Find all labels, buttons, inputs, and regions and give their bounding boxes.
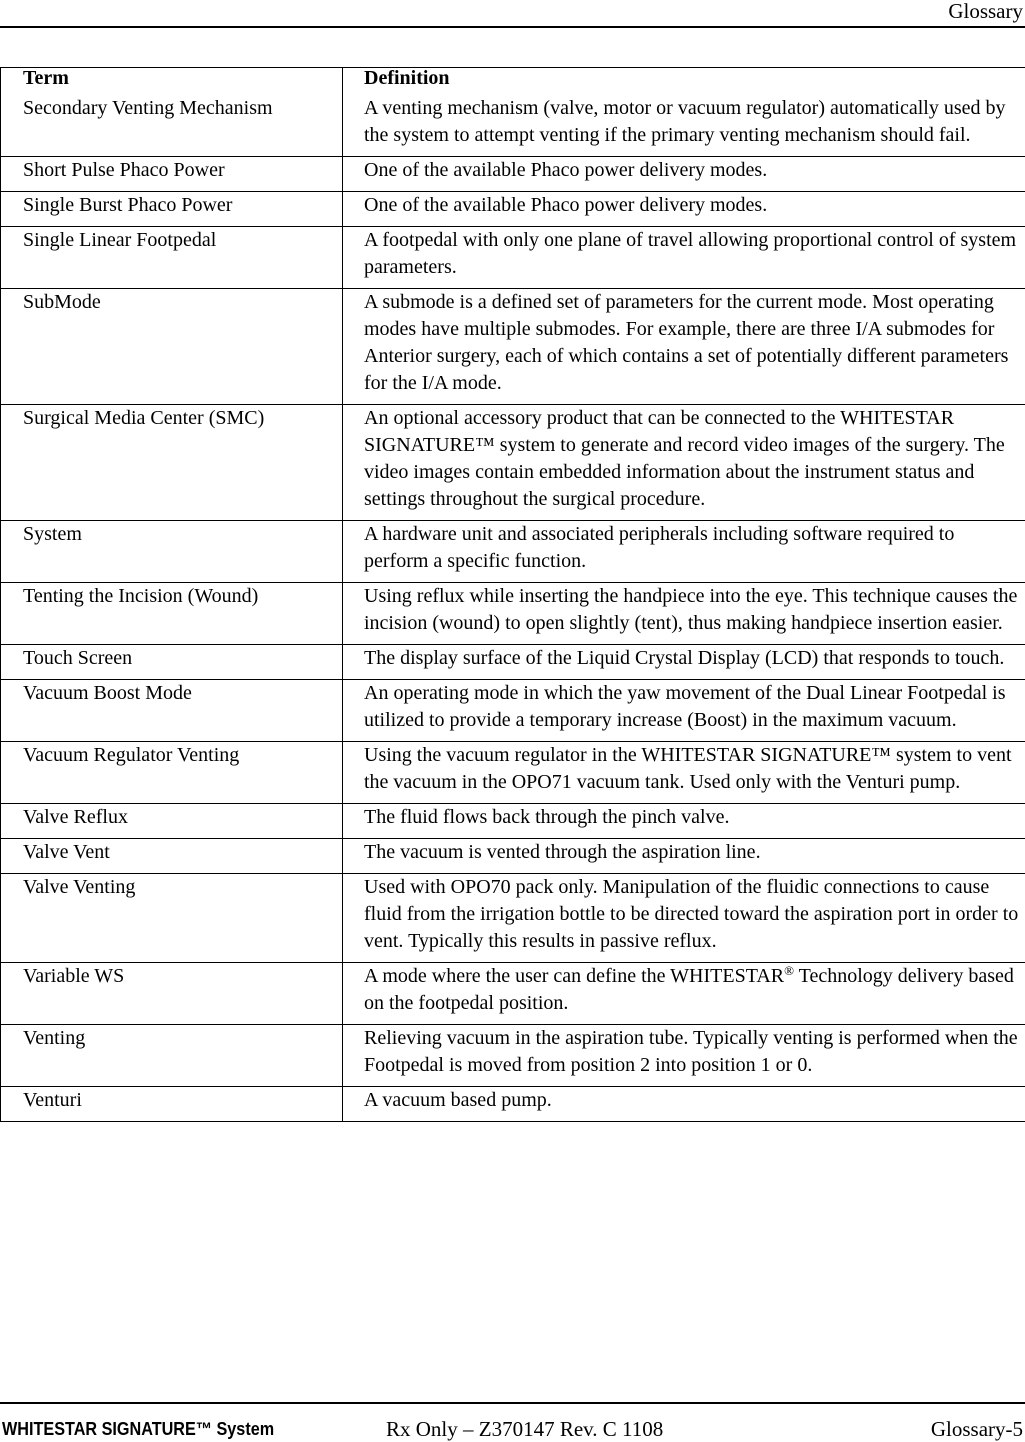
term-cell: SubMode: [1, 289, 343, 405]
footer-product-name: WHITESTAR SIGNATURE™ System: [2, 1419, 275, 1439]
registered-mark: ®: [784, 963, 795, 978]
table-row: [1, 645, 1025, 680]
footer-document-id: Rx Only – Z370147 Rev. C 1108: [386, 1417, 664, 1441]
term-cell: Variable WS: [1, 963, 343, 1025]
table-row: [1, 192, 1025, 227]
table-row: [1, 1087, 1025, 1122]
table-row: [1, 742, 1025, 804]
table-row: [1, 804, 1025, 839]
definition-cell: Relieving vacuum in the aspiration tube. Typically venting is performed when the Footpedal is moved from position 2 into position 1 or 0.: [343, 1025, 1025, 1087]
term-cell: Valve Venting: [1, 874, 343, 963]
table-row: [1, 963, 1025, 1025]
definition-cell: Using the vacuum regulator in the WHITESTAR SIGNATURE™ system to vent the vacuum in the OPO71 vacuum tank. Used only with the Venturi pump.: [343, 742, 1025, 804]
page-header-title: Glossary: [948, 0, 1023, 23]
table-row: [1, 227, 1025, 289]
footer-divider: [0, 1402, 1025, 1404]
term-cell: Tenting the Incision (Wound): [1, 583, 343, 645]
definition-cell: An optional accessory product that can be connected to the WHITESTAR SIGNATURE™ system to generate and record video images of the surgery. The video images contain embedded information about the instrument status and settings throughout the surgical procedure.: [343, 405, 1025, 521]
term-cell: Valve Vent: [1, 839, 343, 874]
definition-cell: A hardware unit and associated peripherals including software required to perform a specific function.: [343, 521, 1025, 583]
definition-cell: A submode is a defined set of parameters for the current mode. Most operating modes have multiple submodes. For example, there are three I/A submodes for Anterior surgery, each of which contains a set of potentially different parameters for the I/A mode.: [343, 289, 1025, 405]
term-cell: Vacuum Regulator Venting: [1, 742, 343, 804]
definition-cell: A footpedal with only one plane of travel allowing proportional control of system parameters.: [343, 227, 1025, 289]
term-cell: Surgical Media Center (SMC): [1, 405, 343, 521]
term-cell: Single Linear Footpedal: [1, 227, 343, 289]
definition-cell: A venting mechanism (valve, motor or vacuum regulator) automatically used by the system to attempt venting if the primary venting mechanism should fail.: [343, 95, 1025, 157]
table-row: [1, 1025, 1025, 1087]
table-row: [1, 680, 1025, 742]
term-cell: Short Pulse Phaco Power: [1, 157, 343, 192]
term-cell: Venting: [1, 1025, 343, 1087]
definition-cell: Used with OPO70 pack only. Manipulation of the fluidic connections to cause fluid from the irrigation bottle to be directed toward the aspiration port in order to vent. Typically this results in passive reflux.: [343, 874, 1025, 963]
term-cell: Touch Screen: [1, 645, 343, 680]
term-cell: Valve Reflux: [1, 804, 343, 839]
definition-cell: One of the available Phaco power delivery modes.: [343, 157, 1025, 192]
table-row: [1, 405, 1025, 521]
table-row: [1, 289, 1025, 405]
column-header-definition: Definition: [343, 68, 1025, 96]
table-row: [1, 874, 1025, 963]
definition-cell: The fluid flows back through the pinch valve.: [343, 804, 1025, 839]
term-cell: Single Burst Phaco Power: [1, 192, 343, 227]
glossary-table: [0, 67, 1025, 1122]
column-header-term: Term: [1, 68, 343, 96]
term-cell: Secondary Venting Mechanism: [1, 95, 343, 157]
table-row: [1, 839, 1025, 874]
definition-cell: An operating mode in which the yaw movement of the Dual Linear Footpedal is utilized to provide a temporary increase (Boost) in the maximum vacuum.: [343, 680, 1025, 742]
definition-text: A mode where the user can define the WHITESTAR: [364, 965, 785, 987]
definition-cell: [343, 963, 1025, 1025]
term-cell: Venturi: [1, 1087, 343, 1122]
definition-cell: Using reflux while inserting the handpiece into the eye. This technique causes the incision (wound) to open slightly (tent), thus making handpiece insertion easier.: [343, 583, 1025, 645]
table-header-row: [1, 68, 1025, 96]
table-row: [1, 157, 1025, 192]
definition-cell: The vacuum is vented through the aspiration line.: [343, 839, 1025, 874]
definition-text: Technology delivery based on the footpedal position.: [364, 965, 1014, 1014]
table-row: [1, 95, 1025, 157]
footer-page-number: Glossary-5: [930, 1417, 1023, 1441]
header-divider: [0, 26, 1025, 28]
table-row: [1, 521, 1025, 583]
definition-cell: The display surface of the Liquid Crystal Display (LCD) that responds to touch.: [343, 645, 1025, 680]
term-cell: Vacuum Boost Mode: [1, 680, 343, 742]
table-row: [1, 583, 1025, 645]
definition-cell: One of the available Phaco power delivery modes.: [343, 192, 1025, 227]
term-cell: System: [1, 521, 343, 583]
definition-cell: A vacuum based pump.: [343, 1087, 1025, 1122]
